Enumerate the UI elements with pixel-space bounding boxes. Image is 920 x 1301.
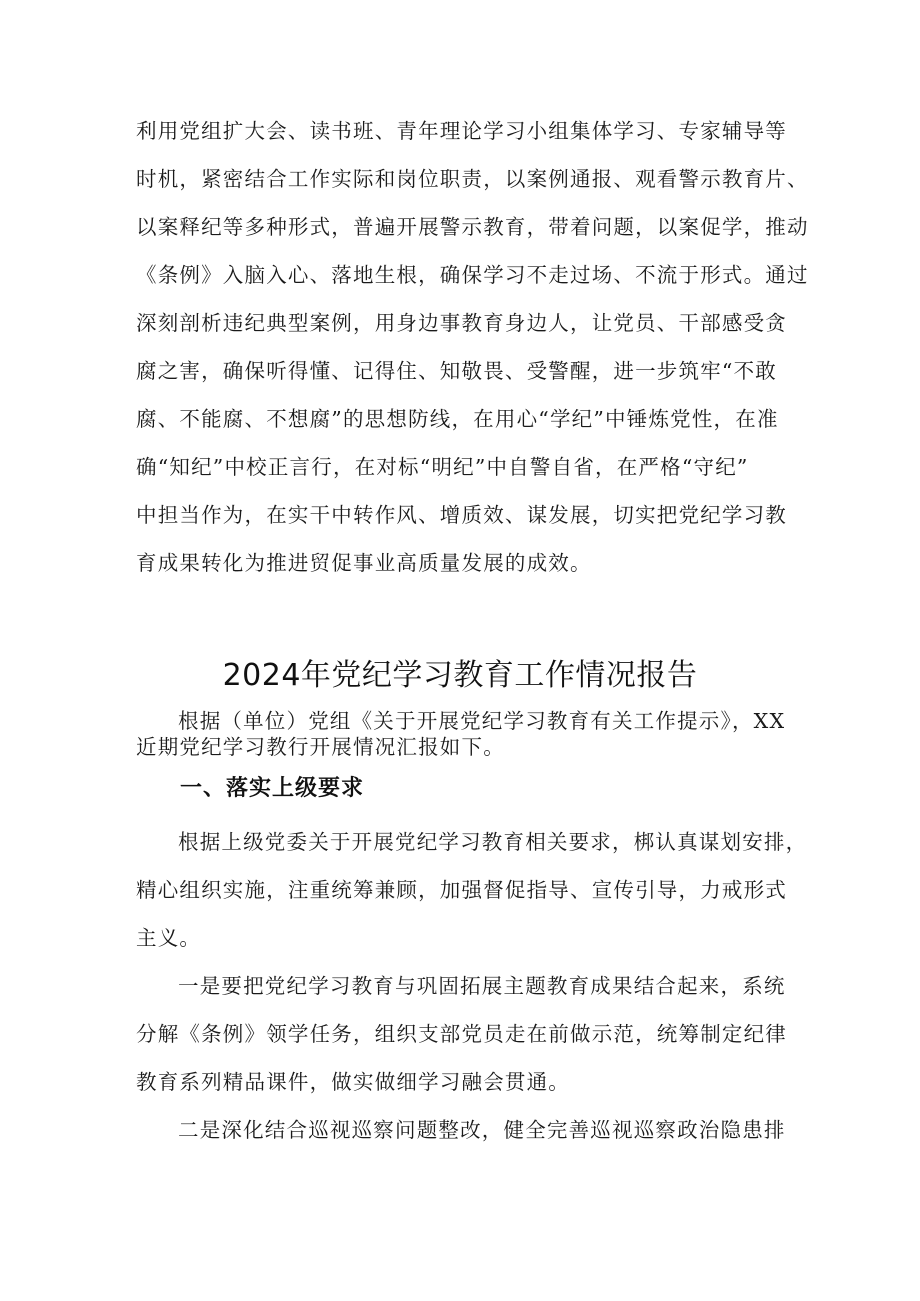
text-line: 根据上级党委关于开展党纪学习教育相关要求，梆认真谋划安排， (178, 830, 808, 854)
text-line: 育成果转化为推进贸促事业高质量发展的成效。 (136, 551, 592, 575)
text-line: 近期党纪学习教行开展情况汇报如下。 (136, 735, 505, 759)
text-line: 主义。 (136, 926, 202, 950)
text-line: 分解《条例》领学任务，组织支部党员走在前做示范，统筹制定纪律 (136, 1022, 787, 1046)
text-line: 腐之害，确保听得懂、记得住、知敬畏、受警醒，进一步筑牢“不敢 (136, 359, 777, 383)
text-line: 以案释纪等多种形式，普遍开展警示教育，带着问题，以案促学，推动 (136, 215, 809, 239)
text-line: 时机，紧密结合工作实际和岗位职责，以案例通报、观看警示教育片、 (136, 167, 809, 191)
text-line: 教育系列精品课件，做实做细学习融会贯通。 (136, 1070, 570, 1094)
text-line: 《条例》入脑入心、落地生根，确保学习不走过场、不流于形式。通过 (136, 263, 809, 287)
text-line: 二是深化结合巡视巡察问题整改，健全完善巡视巡察政治隐患排 (178, 1118, 786, 1142)
text-line: 深刻剖析违纪典型案例，用身边事教育身边人，让党员、干部感受贪 (136, 311, 787, 335)
text-line: 腐、不能腐、不想腐”的思想防线，在用心“学纪”中锤炼党性，在准 (136, 407, 779, 431)
report-title: 2024年党纪学习教育工作情况报告 (222, 658, 698, 693)
text-line: 确“知纪”中校正言行，在对标“明纪”中自警自省，在严格“守纪” (136, 455, 749, 479)
text-line: 根据（单位）党组《关于开展党纪学习教育有关工作提示》，XX (178, 709, 786, 733)
text-line: 利用党组扩大会、读书班、青年理论学习小组集体学习、专家辅导等 (136, 119, 787, 143)
section-heading: 一、落实上级要求 (180, 776, 365, 801)
text-line: 一是要把党纪学习教育与巩固拓展主题教育成果结合起来，系统 (178, 974, 786, 998)
text-line: 精心组织实施，注重统筹兼顾，加强督促指导、宣传引导，力戒形式 (136, 878, 787, 902)
text-line: 中担当作为，在实干中转作风、增质效、谋发展，切实把党纪学习教 (136, 503, 787, 527)
